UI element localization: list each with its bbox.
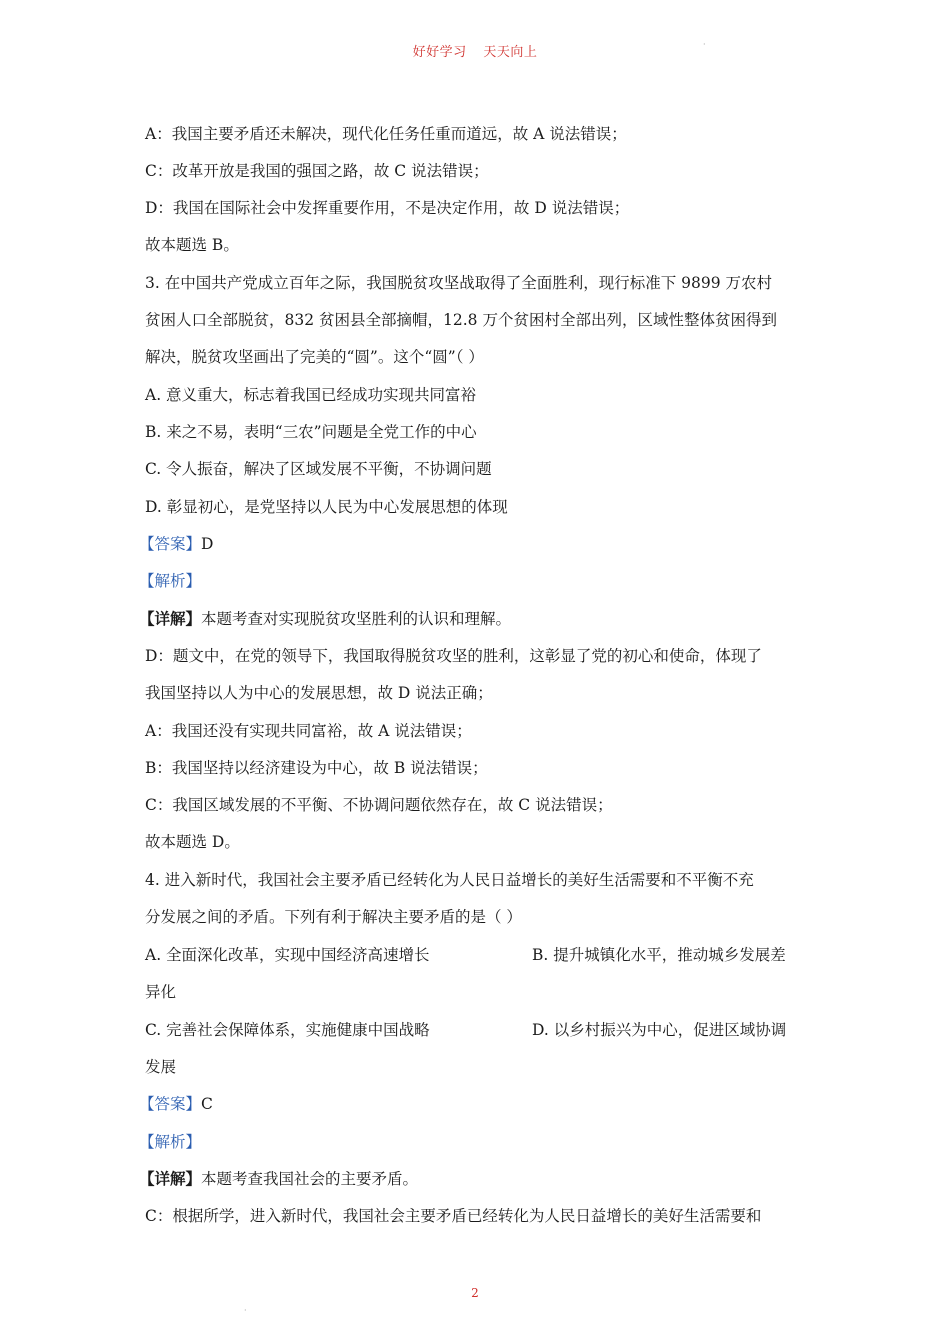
detail-tag: 【详解】 [139, 1169, 202, 1188]
question-3-stem: 解决，脱贫攻坚画出了完美的“圆”。这个“圆”（ ） [145, 348, 484, 366]
detail-tag: 【详解】 [139, 609, 202, 628]
footer-dot-mark: · [244, 1306, 247, 1315]
header-dot-mark: · [703, 40, 706, 49]
page-number: 2 [471, 1286, 479, 1300]
question-4-option-a: A. 全面深化改革，实现中国经济高速增长 [145, 946, 430, 964]
question-4-stem: 分发展之间的矛盾。下列有利于解决主要矛盾的是（ ） [145, 908, 522, 926]
explanation-line: C：我国区域发展的不平衡、不协调问题依然存在，故 C 说法错误； [145, 796, 613, 814]
question-4-option-c: C. 完善社会保障体系，实施健康中国战略 [145, 1021, 430, 1039]
explanation-line: 我国坚持以人为中心的发展思想，故 D 说法正确； [145, 684, 493, 702]
text-line: D：我国在国际社会中发挥重要作用，不是决定作用，故 D 说法错误； [145, 199, 630, 217]
question-3-detail [139, 609, 511, 629]
explanation-line: C：根据所学，进入新时代，我国社会主要矛盾已经转化为人民日益增长的美好生活需要和 [145, 1207, 762, 1225]
question-3-analysis-tag: 【解析】 [139, 572, 202, 590]
question-4-detail [139, 1169, 418, 1189]
question-4-option-d-cont: 发展 [145, 1058, 177, 1076]
question-4-answer [139, 1094, 213, 1114]
question-3-stem: 3. 在中国共产党成立百年之际，我国脱贫攻坚战取得了全面胜利，现行标准下 9899 万农村 [145, 274, 773, 292]
question-4-option-b-cont: 异化 [145, 983, 177, 1001]
answer-tag: 【答案】 [139, 1095, 202, 1113]
question-4-stem: 4. 进入新时代，我国社会主要矛盾已经转化为人民日益增长的美好生活需要和不平衡不充 [145, 871, 754, 889]
answer-tag: 【答案】 [139, 535, 202, 553]
text-line: 故本题选 B。 [145, 236, 239, 254]
question-4-option-d: D. 以乡村振兴为中心，促进区域协调 [532, 1021, 787, 1039]
detail-text: 本题考查对实现脱贫攻坚胜利的认识和理解。 [201, 610, 512, 628]
header-motto-left: 好好学习 [412, 45, 467, 60]
question-4-option-b: B. 提升城镇化水平，推动城乡发展差 [532, 946, 786, 964]
page-header [0, 41, 950, 60]
explanation-line: 故本题选 D。 [145, 833, 240, 851]
question-4-analysis-tag: 【解析】 [139, 1133, 202, 1151]
explanation-line: D：题文中，在党的领导下，我国取得脱贫攻坚的胜利，这彰显了党的初心和使命，体现了 [145, 647, 762, 665]
explanation-line: A：我国还没有实现共同富裕，故 A 说法错误； [145, 722, 472, 740]
answer-value: C [201, 1095, 213, 1113]
text-line: A：我国主要矛盾还未解决，现代化任务任重而道远，故 A 说法错误； [145, 125, 627, 143]
header-motto-right: 天天向上 [483, 45, 538, 60]
answer-value: D [201, 535, 214, 553]
explanation-line: B：我国坚持以经济建设为中心，故 B 说法错误； [145, 759, 488, 777]
question-3-stem: 贫困人口全部脱贫，832 贫困县全部摘帽，12.8 万个贫困村全部出列，区域性整体贫困得到 [145, 311, 777, 329]
question-3-option-d: D. 彰显初心，是党坚持以人民为中心发展思想的体现 [145, 498, 508, 516]
question-3-answer [139, 534, 213, 554]
detail-text: 本题考查我国社会的主要矛盾。 [201, 1170, 419, 1188]
question-3-option-b: B. 来之不易，表明“三农”问题是全党工作的中心 [145, 423, 477, 441]
text-line: C：改革开放是我国的强国之路，故 C 说法错误； [145, 162, 489, 180]
question-3-option-a: A. 意义重大，标志着我国已经成功实现共同富裕 [145, 386, 477, 404]
question-3-option-c: C. 令人振奋，解决了区域发展不平衡，不协调问题 [145, 460, 492, 478]
